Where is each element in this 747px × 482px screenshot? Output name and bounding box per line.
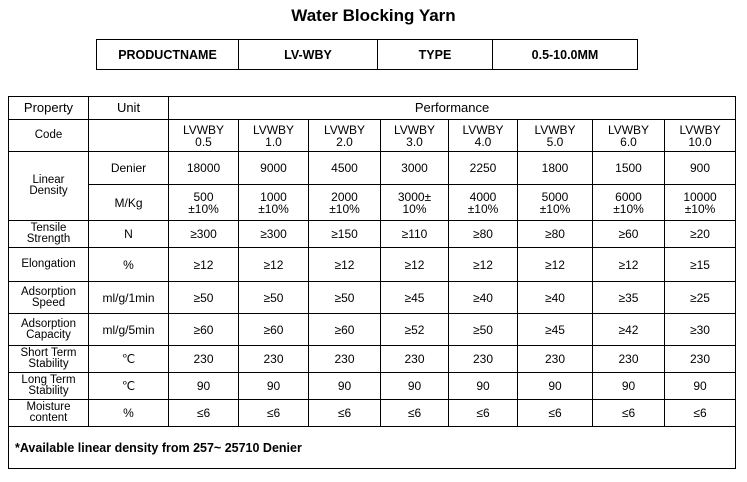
value-cell	[309, 373, 381, 400]
property-label	[9, 282, 89, 314]
code-cell	[381, 120, 449, 152]
value-cell	[518, 185, 593, 221]
value-cell	[309, 248, 381, 282]
property-row	[9, 373, 736, 400]
value-cell	[665, 221, 736, 248]
unit-cell-line: M/Kg	[114, 195, 143, 210]
value-cell	[449, 314, 518, 346]
property-header-line: Property	[23, 100, 74, 115]
code-cell-line: LVWBY	[679, 122, 721, 137]
value-cell	[381, 346, 449, 373]
value-cell	[309, 346, 381, 373]
value-cell-line: 1800	[541, 161, 569, 175]
property-label	[9, 221, 89, 248]
value-cell-line: ≤6	[266, 406, 281, 420]
value-cell	[449, 400, 518, 427]
code-cell-line: 10.0	[688, 134, 712, 149]
unit-cell-line: ml/g/1min	[102, 290, 155, 305]
value-cell-line: 90	[693, 379, 707, 393]
value-cell	[239, 373, 309, 400]
property-label-line: Moisture	[26, 401, 71, 413]
value-cell	[665, 314, 736, 346]
value-cell	[449, 346, 518, 373]
property-row	[9, 314, 736, 346]
unit-cell-line: ml/g/5min	[102, 322, 155, 337]
value-cell	[169, 282, 239, 314]
value-cell-line: ±10%	[329, 201, 360, 216]
value-cell-line: ≥40	[473, 290, 493, 305]
value-cell	[309, 400, 381, 427]
property-row	[9, 282, 736, 314]
value-cell	[169, 185, 239, 221]
property-label	[9, 314, 89, 346]
value-cell	[518, 221, 593, 248]
value-cell	[593, 221, 665, 248]
linear-density-label-line: Linear	[32, 174, 65, 186]
code-cell-line: LVWBY	[182, 122, 225, 137]
unit-header-line: Unit	[116, 100, 141, 115]
value-cell-line: ≥60	[263, 322, 284, 337]
unit-cell-line: %	[123, 406, 134, 420]
property-row	[9, 400, 736, 427]
linear-density-row	[9, 185, 736, 221]
value-cell	[449, 185, 518, 221]
value-cell-line: ≥50	[263, 290, 284, 305]
value-cell-line: ≥12	[193, 257, 214, 272]
value-cell-line: 90	[621, 379, 636, 393]
value-cell-line: ≥35	[618, 290, 639, 305]
specification-table	[8, 96, 736, 469]
value-cell-line: ≥50	[334, 290, 355, 305]
value-cell-line: ≥45	[404, 290, 425, 305]
value-cell-line: 9000	[260, 161, 287, 175]
value-cell-line: ≥50	[473, 322, 493, 337]
value-cell-line: 230	[263, 352, 284, 366]
value-cell-line: 10000	[683, 189, 717, 204]
value-cell	[239, 221, 309, 248]
code-cell-line: 4.0	[474, 134, 492, 149]
value-cell	[309, 282, 381, 314]
property-row	[9, 248, 736, 282]
value-cell	[593, 346, 665, 373]
linear-density-label-line: Density	[29, 185, 68, 197]
property-label-line: Strength	[26, 233, 71, 245]
unit-cell	[89, 248, 169, 282]
type-label: TYPE	[378, 40, 493, 70]
code-cell-line: 6.0	[620, 134, 637, 149]
value-cell	[593, 152, 665, 185]
property-label	[9, 373, 89, 400]
value-cell	[593, 373, 665, 400]
unit-cell-line: N	[124, 227, 133, 241]
code-cell	[518, 120, 593, 152]
code-cell-line: LVWBY	[393, 122, 436, 137]
code-cell	[239, 120, 309, 152]
code-cell	[665, 120, 736, 152]
value-cell-line: ±10%	[467, 201, 499, 216]
value-cell	[309, 185, 381, 221]
value-cell	[593, 400, 665, 427]
value-cell-line: 90	[337, 379, 352, 393]
property-label-line: Elongation	[21, 258, 76, 270]
value-cell	[593, 314, 665, 346]
code-cell-line: LVWBY	[462, 122, 504, 137]
value-cell-line: 90	[196, 379, 211, 393]
property-label-line: Long Term	[21, 374, 76, 386]
code-unit-empty	[89, 120, 169, 152]
footnote-line: *Available linear density from 257~ 25710 Denier	[15, 440, 302, 455]
value-cell	[665, 248, 736, 282]
value-cell-line: 4500	[331, 161, 358, 175]
footnote-row	[9, 427, 736, 469]
code-label	[9, 120, 89, 152]
value-cell-line: ≥150	[331, 227, 358, 241]
value-cell	[665, 346, 736, 373]
code-cell-line: LVWBY	[323, 122, 366, 137]
specification-body	[9, 97, 736, 469]
value-cell	[449, 373, 518, 400]
value-cell-line: 230	[193, 352, 214, 366]
value-cell-line: ≥12	[263, 257, 284, 272]
value-cell-line: 500	[193, 189, 214, 204]
unit-cell-line: Denier	[110, 161, 147, 175]
value-cell-line: ≤6	[621, 406, 636, 420]
value-cell-line: ≥12	[473, 257, 493, 272]
value-cell-line: ≥300	[260, 227, 287, 241]
code-cell	[593, 120, 665, 152]
header-row	[9, 97, 736, 120]
value-cell-line: ≤6	[476, 406, 490, 420]
unit-cell	[89, 400, 169, 427]
value-cell-line: ≥110	[401, 227, 428, 241]
value-cell-line: 900	[690, 161, 711, 175]
value-cell-line: 6000	[615, 189, 642, 204]
value-cell	[239, 346, 309, 373]
linear-density-label	[9, 152, 89, 221]
code-cell-line: LVWBY	[607, 122, 650, 137]
value-cell	[239, 185, 309, 221]
value-cell	[518, 314, 593, 346]
value-cell	[381, 152, 449, 185]
value-cell-line: 3000	[401, 161, 428, 175]
value-cell-line: ≥15	[690, 257, 710, 272]
code-cell-line: 1.0	[265, 134, 282, 149]
value-cell-line: 2000	[331, 189, 358, 204]
code-cell-line: 3.0	[406, 134, 423, 149]
code-cell	[309, 120, 381, 152]
value-cell	[449, 152, 518, 185]
value-cell	[665, 152, 736, 185]
unit-cell	[89, 373, 169, 400]
value-cell-line: ≥30	[690, 322, 710, 337]
unit-header	[89, 97, 169, 120]
property-label-line: Tensile	[30, 222, 67, 234]
value-cell	[169, 373, 239, 400]
value-cell-line: ≥80	[473, 227, 493, 241]
value-cell-line: 90	[407, 379, 422, 393]
unit-cell	[89, 314, 169, 346]
value-cell	[518, 152, 593, 185]
property-label-line: Stability	[28, 385, 69, 397]
page-title: Water Blocking Yarn	[291, 6, 456, 25]
value-cell	[381, 221, 449, 248]
property-label	[9, 346, 89, 373]
code-label-line: Code	[34, 129, 63, 141]
unit-cell-line: ℃	[121, 379, 136, 393]
value-cell-line: ≥12	[404, 257, 425, 272]
value-cell-line: ≤6	[693, 406, 707, 420]
value-cell	[239, 400, 309, 427]
value-cell-line: ≤6	[548, 406, 562, 420]
value-cell	[449, 248, 518, 282]
value-cell	[449, 221, 518, 248]
code-row	[9, 120, 736, 152]
code-cell-line: 0.5	[195, 134, 212, 149]
value-cell	[665, 400, 736, 427]
value-cell	[169, 400, 239, 427]
value-cell-line: ≥20	[690, 227, 710, 241]
value-cell-line: 230	[472, 352, 494, 366]
value-cell	[239, 152, 309, 185]
value-cell-line: ≤6	[407, 406, 422, 420]
property-header	[9, 97, 89, 120]
value-cell-line: 3000±	[397, 189, 432, 204]
unit-cell	[89, 346, 169, 373]
value-cell-line: ±10%	[188, 201, 219, 216]
unit-cell-line: %	[123, 257, 134, 272]
value-cell-line: 10%	[402, 201, 427, 216]
value-cell	[518, 346, 593, 373]
value-cell-line: ±10%	[539, 201, 571, 216]
unit-cell-line: ℃	[121, 352, 136, 366]
value-cell	[593, 282, 665, 314]
value-cell	[449, 282, 518, 314]
type-value: 0.5-10.0MM	[493, 40, 638, 70]
property-label	[9, 400, 89, 427]
product-info-row	[97, 40, 638, 70]
value-cell-line: 230	[618, 352, 639, 366]
value-cell	[518, 282, 593, 314]
value-cell	[381, 373, 449, 400]
value-cell-line: 2250	[469, 161, 497, 175]
value-cell-line: 18000	[186, 161, 221, 175]
value-cell-line: ±10%	[258, 201, 289, 216]
value-cell-line: ≥25	[690, 290, 710, 305]
property-label-line: Capacity	[26, 328, 71, 341]
code-cell-line: 5.0	[546, 134, 564, 149]
code-cell-line: LVWBY	[252, 122, 295, 137]
value-cell-line: 90	[266, 379, 281, 393]
value-cell	[381, 400, 449, 427]
value-cell	[381, 282, 449, 314]
value-cell-line: ≥12	[618, 257, 639, 272]
product-info-table	[96, 39, 638, 70]
value-cell-line: 1000	[260, 189, 287, 204]
value-cell-line: ≥42	[618, 322, 639, 337]
value-cell-line: ±10%	[613, 201, 644, 216]
code-cell	[449, 120, 518, 152]
value-cell-line: 4000	[469, 189, 497, 204]
product-name-value: LV-WBY	[239, 40, 378, 70]
value-cell	[169, 314, 239, 346]
property-label	[9, 248, 89, 282]
unit-cell	[89, 221, 169, 248]
property-label-line: Stability	[28, 358, 69, 370]
value-cell	[309, 221, 381, 248]
value-cell-line: ≥300	[190, 227, 217, 241]
value-cell	[665, 373, 736, 400]
value-cell	[593, 248, 665, 282]
value-cell	[381, 314, 449, 346]
product-name-label: PRODUCTNAME	[97, 40, 239, 70]
value-cell	[309, 152, 381, 185]
value-cell	[381, 248, 449, 282]
value-cell-line: 90	[476, 379, 490, 393]
property-label-line: Short Term	[20, 347, 77, 359]
performance-header-line: Performance	[414, 100, 490, 115]
value-cell	[518, 400, 593, 427]
value-cell-line: ≥50	[193, 290, 214, 305]
value-cell	[381, 185, 449, 221]
linear-density-row	[9, 152, 736, 185]
value-cell-line: ≤6	[337, 406, 352, 420]
value-cell-line: ≤6	[196, 406, 211, 420]
value-cell-line: ≥60	[193, 322, 214, 337]
value-cell-line: ≥40	[545, 290, 565, 305]
value-cell	[593, 185, 665, 221]
value-cell-line: 230	[404, 352, 425, 366]
property-label-line: Adsorption	[21, 285, 76, 298]
value-cell-line: 90	[548, 379, 562, 393]
value-cell-line: 230	[544, 352, 566, 366]
value-cell	[169, 152, 239, 185]
value-cell-line: ≥80	[545, 227, 565, 241]
unit-cell	[89, 185, 169, 221]
footnote	[9, 427, 736, 469]
property-label-line: Speed	[31, 296, 66, 309]
code-cell-line: 2.0	[336, 134, 353, 149]
value-cell-line: 1500	[615, 161, 642, 175]
code-cell-line: LVWBY	[534, 122, 576, 137]
value-cell-line: 230	[690, 352, 711, 366]
value-cell	[239, 282, 309, 314]
value-cell-line: ≥60	[334, 322, 355, 337]
unit-cell	[89, 282, 169, 314]
value-cell	[309, 314, 381, 346]
value-cell-line: ±10%	[684, 201, 716, 216]
value-cell	[169, 346, 239, 373]
value-cell-line: ≥52	[404, 322, 425, 337]
value-cell	[239, 248, 309, 282]
value-cell	[169, 221, 239, 248]
property-label-line: Adsorption	[21, 317, 76, 330]
property-label-line: content	[29, 412, 68, 424]
value-cell	[518, 373, 593, 400]
value-cell-line: 5000	[541, 189, 569, 204]
value-cell-line: ≥12	[334, 257, 355, 272]
value-cell	[518, 248, 593, 282]
value-cell-line: 230	[334, 352, 355, 366]
performance-header	[169, 97, 736, 120]
property-row	[9, 346, 736, 373]
value-cell	[665, 185, 736, 221]
value-cell-line: ≥45	[545, 322, 565, 337]
code-cell	[169, 120, 239, 152]
value-cell	[239, 314, 309, 346]
value-cell-line: ≥12	[545, 257, 565, 272]
value-cell-line: ≥60	[618, 227, 639, 241]
unit-cell	[89, 152, 169, 185]
value-cell	[169, 248, 239, 282]
property-row	[9, 221, 736, 248]
value-cell	[665, 282, 736, 314]
